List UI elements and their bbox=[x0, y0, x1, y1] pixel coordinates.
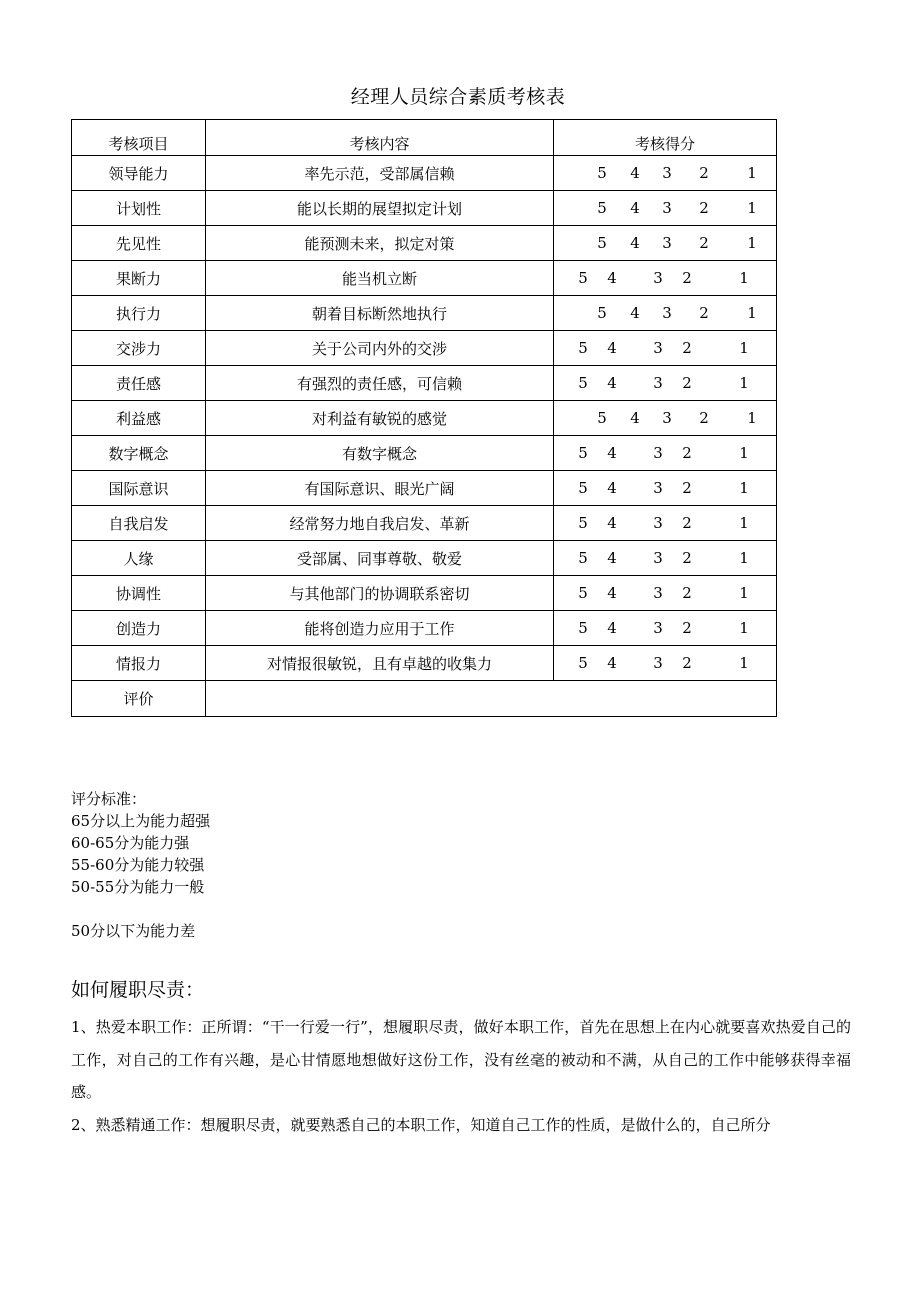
table-row bbox=[72, 261, 777, 296]
row-item: 果断力 bbox=[72, 261, 206, 296]
table-row bbox=[72, 576, 777, 611]
score-option: 5 bbox=[597, 234, 607, 252]
row-item: 责任感 bbox=[72, 366, 206, 401]
score-option: 3 bbox=[653, 584, 663, 602]
header-item: 考核项目 bbox=[72, 120, 206, 156]
row-content: 有数字概念 bbox=[206, 436, 554, 471]
score-option: 4 bbox=[630, 234, 640, 252]
row-scores bbox=[554, 436, 777, 471]
section-heading: 如何履职尽责： bbox=[71, 979, 205, 1001]
row-content: 与其他部门的协调联系密切 bbox=[206, 576, 554, 611]
row-scores bbox=[554, 296, 777, 331]
score-option: 4 bbox=[607, 584, 617, 602]
table-row bbox=[72, 366, 777, 401]
score-option: 4 bbox=[607, 619, 617, 637]
assessment-table bbox=[71, 119, 777, 717]
evaluation-field[interactable] bbox=[206, 681, 777, 717]
score-option: 3 bbox=[653, 654, 663, 672]
standard-line: 65分以上为能力超强 bbox=[71, 812, 211, 830]
score-option: 3 bbox=[653, 444, 663, 462]
table-row bbox=[72, 506, 777, 541]
table-row bbox=[72, 436, 777, 471]
row-content: 有强烈的责任感，可信赖 bbox=[206, 366, 554, 401]
row-scores bbox=[554, 576, 777, 611]
score-option: 5 bbox=[597, 409, 607, 427]
row-scores bbox=[554, 226, 777, 261]
score-option: 4 bbox=[630, 199, 640, 217]
row-item: 创造力 bbox=[72, 611, 206, 646]
score-option: 2 bbox=[682, 444, 692, 462]
row-content: 关于公司内外的交涉 bbox=[206, 331, 554, 366]
row-scores bbox=[554, 366, 777, 401]
score-option: 5 bbox=[597, 304, 607, 322]
score-option: 3 bbox=[662, 304, 672, 322]
score-option: 2 bbox=[682, 374, 692, 392]
row-item: 情报力 bbox=[72, 646, 206, 681]
row-item: 计划性 bbox=[72, 191, 206, 226]
standard-line: 55-60分为能力较强 bbox=[71, 856, 205, 874]
table-row bbox=[72, 471, 777, 506]
score-option: 3 bbox=[653, 339, 663, 357]
header-content: 考核内容 bbox=[206, 120, 554, 156]
row-item: 数字概念 bbox=[72, 436, 206, 471]
score-option: 4 bbox=[630, 409, 640, 427]
row-item: 利益感 bbox=[72, 401, 206, 436]
score-option: 5 bbox=[578, 654, 588, 672]
row-scores bbox=[554, 156, 777, 191]
score-option: 5 bbox=[578, 549, 588, 567]
row-content: 受部属、同事尊敬、敬爱 bbox=[206, 541, 554, 576]
row-scores bbox=[554, 261, 777, 296]
table-row bbox=[72, 541, 777, 576]
score-option: 2 bbox=[699, 164, 709, 182]
score-option: 1 bbox=[739, 549, 749, 567]
table-row bbox=[72, 646, 777, 681]
score-option: 4 bbox=[630, 304, 640, 322]
row-content: 对利益有敏锐的感觉 bbox=[206, 401, 554, 436]
score-option: 2 bbox=[682, 339, 692, 357]
score-option: 1 bbox=[739, 374, 749, 392]
row-item: 国际意识 bbox=[72, 471, 206, 506]
row-item: 领导能力 bbox=[72, 156, 206, 191]
score-option: 5 bbox=[578, 479, 588, 497]
paragraph: 2、熟悉精通工作：想履职尽责，就要熟悉自己的本职工作，知道自己工作的性质，是做什么的，自己所分 bbox=[71, 1115, 771, 1134]
row-content: 对情报很敏锐，且有卓越的收集力 bbox=[206, 646, 554, 681]
score-option: 1 bbox=[739, 339, 749, 357]
score-option: 5 bbox=[597, 164, 607, 182]
score-option: 4 bbox=[607, 374, 617, 392]
table-row bbox=[72, 191, 777, 226]
score-option: 2 bbox=[699, 304, 709, 322]
row-item: 执行力 bbox=[72, 296, 206, 331]
score-option: 4 bbox=[607, 444, 617, 462]
score-option: 2 bbox=[682, 654, 692, 672]
score-option: 2 bbox=[682, 269, 692, 287]
row-scores bbox=[554, 541, 777, 576]
duty-body bbox=[71, 1011, 851, 1141]
score-option: 1 bbox=[739, 444, 749, 462]
score-option: 2 bbox=[682, 479, 692, 497]
score-option: 4 bbox=[607, 549, 617, 567]
score-option: 5 bbox=[578, 619, 588, 637]
score-option: 4 bbox=[630, 164, 640, 182]
score-option: 5 bbox=[597, 199, 607, 217]
score-option: 2 bbox=[682, 514, 692, 532]
table-row bbox=[72, 331, 777, 366]
table-row bbox=[72, 611, 777, 646]
score-option: 2 bbox=[682, 584, 692, 602]
row-scores bbox=[554, 646, 777, 681]
row-item: 先见性 bbox=[72, 226, 206, 261]
score-option: 1 bbox=[739, 619, 749, 637]
page-title: 经理人员综合素质考核表 bbox=[350, 86, 566, 108]
row-scores bbox=[554, 506, 777, 541]
score-option: 3 bbox=[653, 374, 663, 392]
score-option: 1 bbox=[747, 409, 757, 427]
row-content: 能将创造力应用于工作 bbox=[206, 611, 554, 646]
score-option: 2 bbox=[699, 199, 709, 217]
score-option: 4 bbox=[607, 654, 617, 672]
table-header-row bbox=[72, 120, 777, 156]
score-option: 1 bbox=[747, 234, 757, 252]
score-option: 4 bbox=[607, 514, 617, 532]
row-scores bbox=[554, 611, 777, 646]
score-option: 1 bbox=[747, 164, 757, 182]
table-row bbox=[72, 401, 777, 436]
score-option: 5 bbox=[578, 514, 588, 532]
score-option: 2 bbox=[682, 549, 692, 567]
standard-line: 60-65分为能力强 bbox=[71, 834, 190, 852]
row-item: 协调性 bbox=[72, 576, 206, 611]
row-scores bbox=[554, 331, 777, 366]
score-option: 5 bbox=[578, 374, 588, 392]
score-option: 2 bbox=[699, 409, 709, 427]
score-option: 3 bbox=[662, 164, 672, 182]
score-option: 1 bbox=[739, 584, 749, 602]
standard-label: 评分标准： bbox=[71, 790, 147, 808]
score-option: 1 bbox=[739, 654, 749, 672]
score-option: 3 bbox=[653, 549, 663, 567]
score-option: 1 bbox=[747, 304, 757, 322]
score-option: 4 bbox=[607, 479, 617, 497]
table-row bbox=[72, 226, 777, 261]
row-content: 经常努力地自我启发、革新 bbox=[206, 506, 554, 541]
score-option: 2 bbox=[682, 619, 692, 637]
row-content: 朝着目标断然地执行 bbox=[206, 296, 554, 331]
row-scores bbox=[554, 471, 777, 506]
header-score: 考核得分 bbox=[554, 120, 777, 156]
score-option: 3 bbox=[662, 409, 672, 427]
standard-line: 50分以下为能力差 bbox=[71, 922, 196, 940]
row-item: 自我启发 bbox=[72, 506, 206, 541]
score-option: 1 bbox=[747, 199, 757, 217]
score-option: 3 bbox=[653, 619, 663, 637]
score-option: 1 bbox=[739, 514, 749, 532]
score-option: 3 bbox=[653, 269, 663, 287]
standard-line: 50-55分为能力一般 bbox=[71, 878, 205, 896]
paragraph: 1、热爱本职工作：正所谓：“干一行爱一行”，想履职尽责，做好本职工作，首先在思想上在内心就要喜欢热爱自己的工作，对自己的工作有兴趣，是心甘情愿地想做好这份工作，没有丝毫的被动和不满，从自己的工作中能够获得幸福感。 bbox=[71, 1018, 851, 1101]
score-option: 5 bbox=[578, 584, 588, 602]
row-content: 能以长期的展望拟定计划 bbox=[206, 191, 554, 226]
scoring-standard bbox=[71, 788, 210, 942]
score-option: 4 bbox=[607, 339, 617, 357]
table-row bbox=[72, 156, 777, 191]
score-option: 3 bbox=[662, 199, 672, 217]
score-option: 2 bbox=[699, 234, 709, 252]
row-item: 交涉力 bbox=[72, 331, 206, 366]
score-option: 3 bbox=[653, 514, 663, 532]
score-option: 4 bbox=[607, 269, 617, 287]
row-scores bbox=[554, 191, 777, 226]
score-option: 3 bbox=[653, 479, 663, 497]
score-option: 5 bbox=[578, 444, 588, 462]
row-content: 率先示范，受部属信赖 bbox=[206, 156, 554, 191]
row-item: 人缘 bbox=[72, 541, 206, 576]
table-row bbox=[72, 296, 777, 331]
score-option: 1 bbox=[739, 479, 749, 497]
score-option: 5 bbox=[578, 269, 588, 287]
evaluation-row bbox=[72, 681, 777, 717]
row-content: 有国际意识、眼光广阔 bbox=[206, 471, 554, 506]
score-option: 1 bbox=[739, 269, 749, 287]
row-content: 能预测未来，拟定对策 bbox=[206, 226, 554, 261]
row-content: 能当机立断 bbox=[206, 261, 554, 296]
score-option: 5 bbox=[578, 339, 588, 357]
score-option: 3 bbox=[662, 234, 672, 252]
evaluation-label: 评价 bbox=[72, 681, 206, 717]
row-scores bbox=[554, 401, 777, 436]
